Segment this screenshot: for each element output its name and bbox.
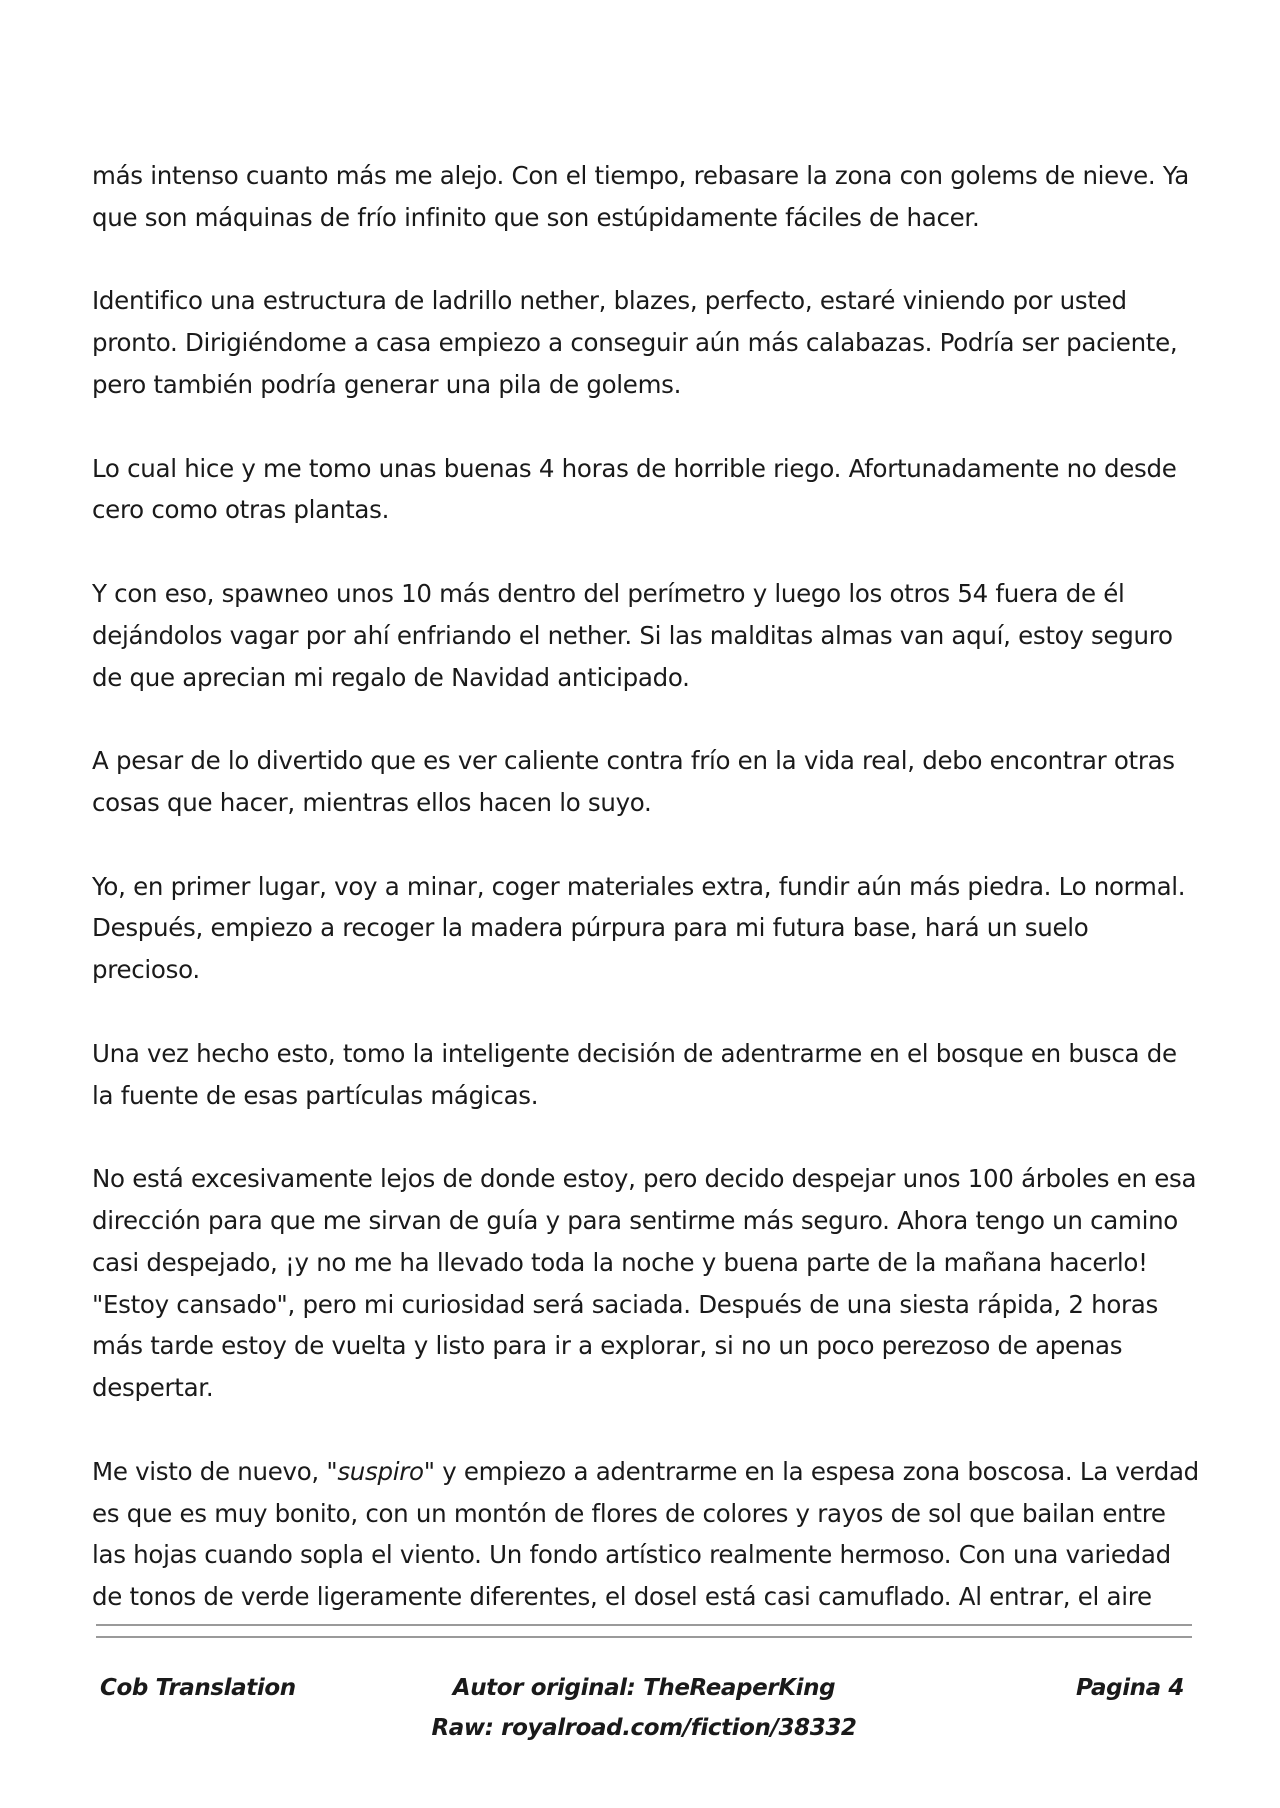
- page-footer: [96, 1668, 1192, 1758]
- body-text: [92, 155, 1202, 1618]
- paragraph-text: Y con eso, spawneo unos 10 más dentro del perímetro y luego los otros 54 fuera de él dejándolos vagar por ahí enfriando el nether. Si las malditas almas van aquí, estoy seguro de que aprecian mi regalo de Navidad anticipado.: [92, 578, 1173, 692]
- paragraph: [92, 1451, 1202, 1618]
- paragraph-text: Una vez hecho esto, tomo la inteligente decisión de adentrarme en el bosque en busca de la fuente de esas partículas mágicas.: [92, 1038, 1177, 1110]
- paragraph: [92, 448, 1202, 532]
- footer-divider: [96, 1624, 1192, 1626]
- paragraph: [92, 155, 1202, 239]
- paragraph-text: Yo, en primer lugar, voy a minar, coger materiales extra, fundir aún más piedra. Lo normal. Después, empiezo a recoger la madera púrpura para mi futura base, hará un suelo precioso.: [92, 871, 1186, 985]
- footer-author: Autor original: TheReaperKing: [452, 1675, 836, 1701]
- paragraph: [92, 573, 1202, 698]
- paragraph-text: No está excesivamente lejos de donde estoy, pero decido despejar unos 100 árboles en esa dirección para que me sirvan de guía y para sentirme más seguro. Ahora tengo un camino casi despejado, ¡y no me ha llevado toda la noche y buena parte de la mañana hacerlo! "Estoy cansado", pero mi curiosidad será saciada. Después de una siesta rápida, 2 horas más tarde estoy de vuelta y listo para ir a explorar, si no un poco perezoso de apenas despertar.: [92, 1164, 1197, 1403]
- paragraph-text: Identifico una estructura de ladrillo nether, blazes, perfecto, estaré viniendo por usted pronto. Dirigiéndome a casa empiezo a conseguir aún más calabazas. Podría ser paciente, pero también podría generar una pila de golems.: [92, 286, 1178, 399]
- footer-source: Raw: royalroad.com/fiction/38332: [431, 1715, 857, 1741]
- footer-translator: Cob Translation: [100, 1675, 296, 1701]
- paragraph: [92, 1158, 1202, 1409]
- paragraph-text: Me visto de nuevo, ": [92, 1456, 338, 1486]
- paragraph-text: Lo cual hice y me tomo unas buenas 4 horas de horrible riego. Afortunadamente no desde cero como otras plantas.: [92, 453, 1177, 525]
- paragraph: [92, 280, 1202, 405]
- paragraph: [92, 740, 1202, 824]
- italic-emphasis: suspiro: [337, 1456, 424, 1486]
- paragraph-text: A pesar de lo divertido que es ver caliente contra frío en la vida real, debo encontrar otras cosas que hacer, mientras ellos hacen lo suyo.: [92, 746, 1175, 817]
- footer-divider: [96, 1636, 1192, 1638]
- page-number: Pagina 4: [1076, 1675, 1184, 1701]
- paragraph: [92, 866, 1202, 991]
- footer-credits: [96, 1668, 1192, 1748]
- paragraph-text: " y empiezo a adentrarme en la espesa zona boscosa. La verdad es que es muy bonito, con un montón de flores de colores y rayos de sol que bailan entre las hojas cuando sopla el viento. Un fondo artístico realmente hermoso. Con una variedad de tonos de verde ligeramente diferentes, el dosel está casi camuflado. Al entrar, el aire: [92, 1456, 1199, 1612]
- paragraph-text: más intenso cuanto más me alejo. Con el tiempo, rebasare la zona con golems de nieve. Ya que son máquinas de frío infinito que son estúpidamente fáciles de hacer.: [92, 161, 1189, 232]
- paragraph: [92, 1033, 1202, 1117]
